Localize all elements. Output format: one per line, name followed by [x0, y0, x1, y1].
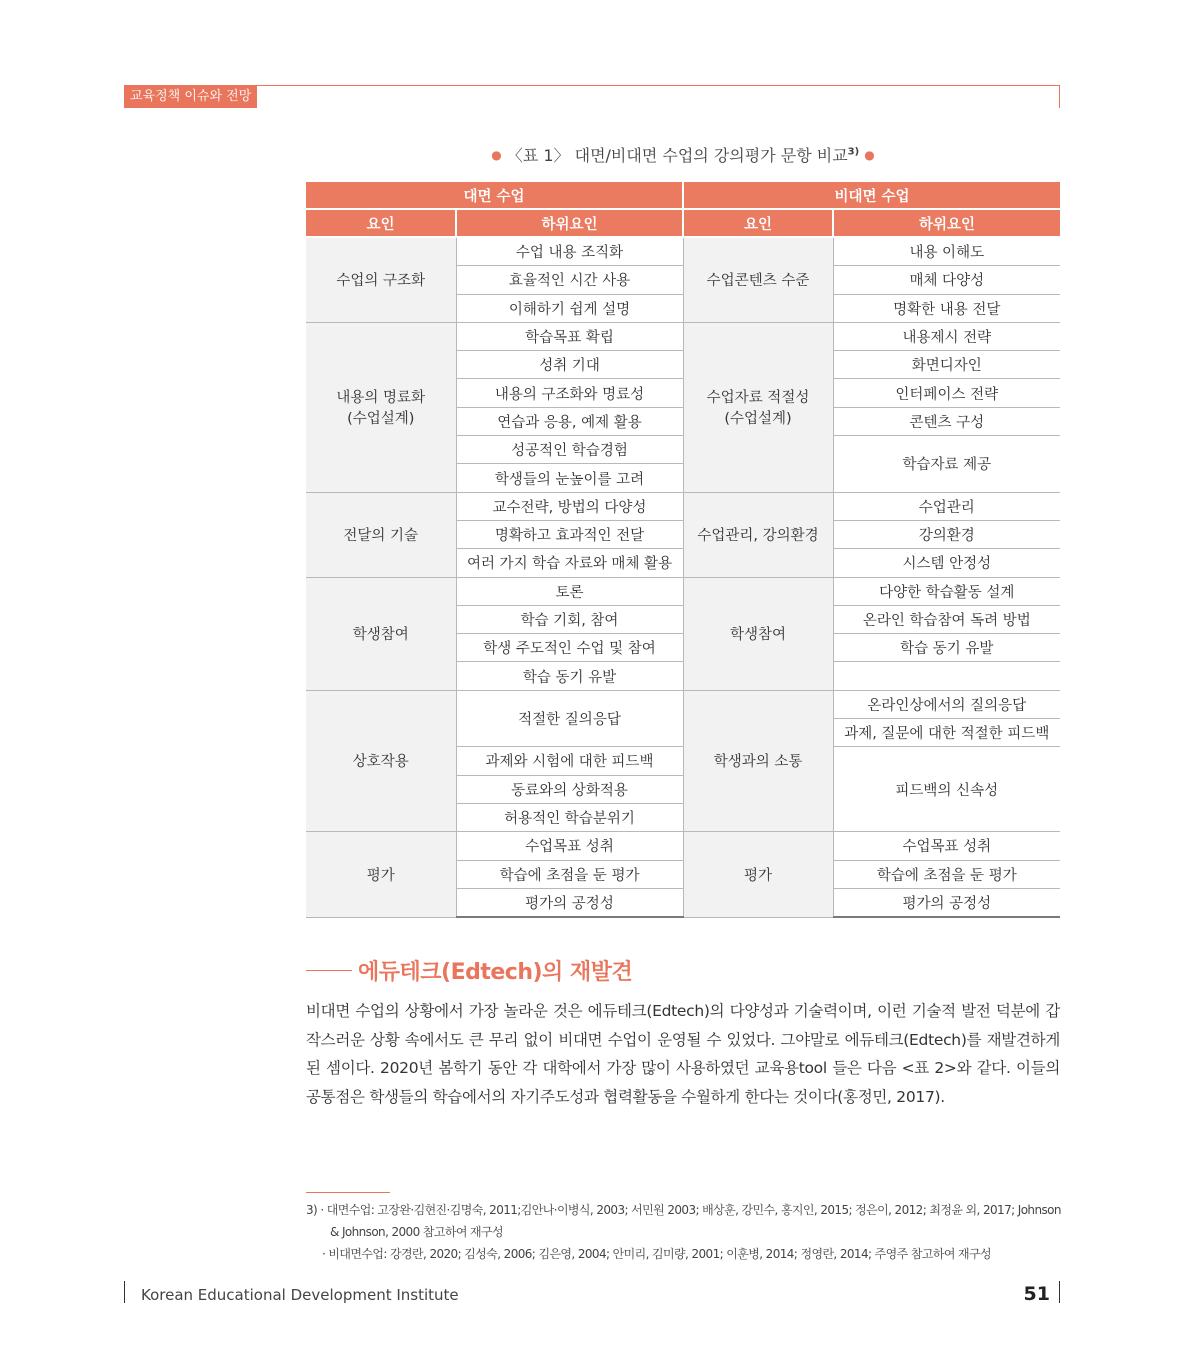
- online-subfactor: 학습자료 제공: [833, 436, 1060, 493]
- running-header-tag: 교육정책 이슈와 전망: [124, 86, 257, 108]
- online-subfactor: 피드백의 신속성: [833, 747, 1060, 832]
- face-subfactor: 성취 기대: [456, 351, 683, 379]
- online-factor-line: (수업설계): [724, 411, 792, 428]
- online-factor: 학생참여: [683, 577, 833, 690]
- bullet-dot-icon: ●: [491, 148, 502, 162]
- online-subfactor: 수업관리: [833, 492, 1060, 520]
- comparison-table: [306, 182, 1060, 918]
- online-subfactor: 매체 다양성: [833, 266, 1060, 294]
- body-paragraph: 비대면 수업의 상황에서 가장 놀라운 것은 에듀테크(Edtech)의 다양성과 기술력이며, 이런 기술적 발전 덕분에 갑작스러운 상황 속에서도 큰 무리 없이 비대면 수업이 운영될 수 있었다. 그야말로 에듀테크(Edtech)를 재발견하게 된 셈이다. 2020년 봄학기 동안 각 대학에서 가장 많이 사용하였던 교육용tool 들은 다음 <표 2>와 같다. 이들의 공통점은 학생들의 학습에서의 자기주도성과 협력활동을 수월하게 한다는 것이다(홍정민, 2017).: [306, 1002, 1060, 1106]
- column-header: 요인: [683, 209, 833, 237]
- table-row: [306, 832, 1060, 860]
- face-subfactor: 학습목표 확립: [456, 322, 683, 350]
- face-factor: 전달의 기술: [306, 492, 456, 577]
- table-row: [306, 492, 1060, 520]
- footnote-rule: [306, 1192, 390, 1193]
- section-title: 에듀테크(Edtech)의 재발견: [358, 960, 633, 985]
- footnote-line: 3) · 대면수업: 고장완·김현진·김명숙, 2011;김안나·이병식, 2003; 서민원 2003; 배상훈, 강민수, 홍지인, 2015; 정은이, 2012; 최정윤 외, 2017; Johnson: [306, 1203, 1061, 1217]
- online-subfactor: 과제, 질문에 대한 적절한 피드백: [833, 719, 1060, 747]
- table-row: [306, 577, 1060, 605]
- online-subfactor: 강의환경: [833, 520, 1060, 548]
- face-subfactor: 수업목표 성취: [456, 832, 683, 860]
- footnote-line: & Johnson, 2000 참고하여 재구성: [330, 1225, 504, 1239]
- face-factor: 평가: [306, 832, 456, 917]
- column-header: 하위요인: [833, 209, 1060, 237]
- face-subfactor: 토론: [456, 577, 683, 605]
- header-rule: [124, 85, 1060, 86]
- face-factor-line: 내용의 명료화: [336, 390, 426, 407]
- face-subfactor: 허용적인 학습분위기: [456, 803, 683, 831]
- face-subfactor: 동료와의 상화적용: [456, 775, 683, 803]
- face-subfactor: 과제와 시험에 대한 피드백: [456, 747, 683, 775]
- online-subfactor: 학습에 초점을 둔 평가: [833, 860, 1060, 888]
- face-subfactor: 학습에 초점을 둔 평가: [456, 860, 683, 888]
- footer-institute: Korean Educational Development Institute: [141, 1286, 459, 1304]
- column-header: 요인: [306, 209, 456, 237]
- face-factor-line: (수업설계): [347, 411, 415, 428]
- face-subfactor: 연습과 응용, 예제 활용: [456, 407, 683, 435]
- section-title-rule: [306, 970, 352, 971]
- page-number: 51: [1023, 1283, 1050, 1305]
- online-factor: 수업콘텐츠 수준: [683, 237, 833, 322]
- face-subfactor: 적절한 질의응답: [456, 690, 683, 747]
- online-subfactor-empty: [833, 662, 1060, 690]
- footnotes: [306, 1199, 1066, 1265]
- online-subfactor: 콘텐츠 구성: [833, 407, 1060, 435]
- online-subfactor: 평가의 공정성: [833, 888, 1060, 917]
- face-subfactor: 수업 내용 조직화: [456, 237, 683, 266]
- face-subfactor: 교수전략, 방법의 다양성: [456, 492, 683, 520]
- online-subfactor: 온라인 학습참여 독려 방법: [833, 605, 1060, 633]
- face-group-header: 대면 수업: [306, 182, 683, 209]
- footnote-line: · 비대면수업: 강경란, 2020; 김성숙, 2006; 김은영, 2004; 안미리, 김미량, 2001; 이훈병, 2014; 정영란, 2014; 주영주 참고하여 재구성: [322, 1247, 992, 1261]
- online-factor: 수업관리, 강의환경: [683, 492, 833, 577]
- online-factor: 학생과의 소통: [683, 690, 833, 831]
- online-group-header: 비대면 수업: [683, 182, 1060, 209]
- table-row: [306, 237, 1060, 266]
- face-factor: 수업의 구조화: [306, 237, 456, 322]
- online-subfactor: 수업목표 성취: [833, 832, 1060, 860]
- footer-rule-right: [1059, 1281, 1060, 1303]
- table-caption-text: 〈표 1〉 대면/비대면 수업의 강의평가 문항 비교: [506, 146, 848, 165]
- face-subfactor: 내용의 구조화와 명료성: [456, 379, 683, 407]
- face-subfactor: 여러 가지 학습 자료와 매체 활용: [456, 549, 683, 577]
- face-factor: 학생참여: [306, 577, 456, 690]
- column-header: 하위요인: [456, 209, 683, 237]
- online-factor: 평가: [683, 832, 833, 917]
- table-sub-header-row: [306, 209, 1060, 237]
- face-factor: [306, 322, 456, 492]
- table-caption: [306, 143, 1060, 166]
- table-row: [306, 690, 1060, 718]
- face-subfactor: 학생들의 눈높이를 고려: [456, 464, 683, 492]
- face-subfactor: 학습 동기 유발: [456, 662, 683, 690]
- bullet-dot-icon: ●: [864, 148, 875, 162]
- face-subfactor: 학습 기회, 참여: [456, 605, 683, 633]
- online-subfactor: 다양한 학습활동 설계: [833, 577, 1060, 605]
- footer-rule-left: [124, 1281, 125, 1303]
- online-factor-line: 수업자료 적절성: [706, 390, 810, 407]
- online-subfactor: 학습 동기 유발: [833, 634, 1060, 662]
- face-subfactor: 이해하기 쉽게 설명: [456, 294, 683, 322]
- online-subfactor: 내용 이해도: [833, 237, 1060, 266]
- table-row: [306, 322, 1060, 350]
- face-subfactor: 성공적인 학습경험: [456, 436, 683, 464]
- face-subfactor: 학생 주도적인 수업 및 참여: [456, 634, 683, 662]
- face-subfactor: 평가의 공정성: [456, 888, 683, 917]
- online-subfactor: 명확한 내용 전달: [833, 294, 1060, 322]
- face-subfactor: 효율적인 시간 사용: [456, 266, 683, 294]
- online-factor: [683, 322, 833, 492]
- online-subfactor: 시스템 안정성: [833, 549, 1060, 577]
- face-factor: 상호작용: [306, 690, 456, 831]
- face-subfactor: 명확하고 효과적인 전달: [456, 520, 683, 548]
- online-subfactor: 온라인상에서의 질의응답: [833, 690, 1060, 718]
- header-rule-end: [1059, 85, 1060, 108]
- online-subfactor: 화면디자인: [833, 351, 1060, 379]
- online-subfactor: 인터페이스 전략: [833, 379, 1060, 407]
- footnote-ref: 3): [847, 146, 860, 158]
- online-subfactor: 내용제시 전략: [833, 322, 1060, 350]
- table-group-header-row: [306, 182, 1060, 209]
